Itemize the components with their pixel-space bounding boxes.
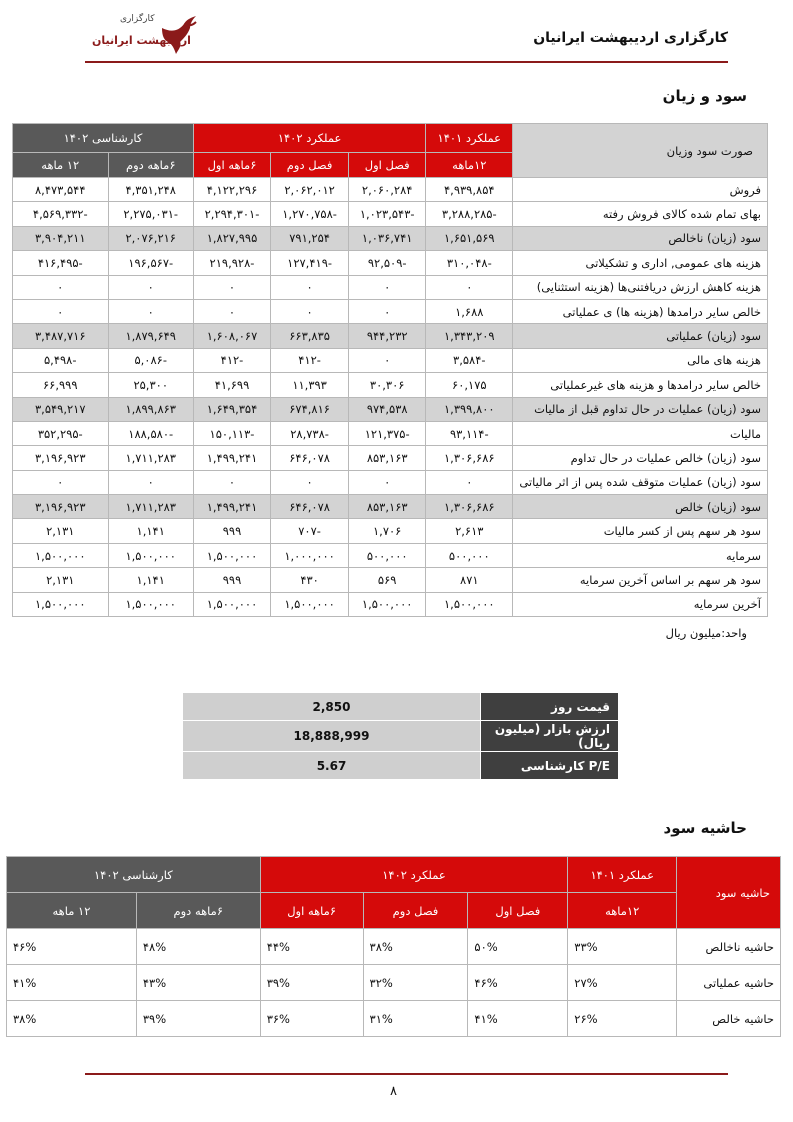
unit-note: واحد:میلیون ریال xyxy=(665,626,747,640)
row-label: بهای تمام شده کالای فروش رفته xyxy=(513,202,768,226)
footer-divider xyxy=(85,1073,728,1075)
table-cell: ۸۵۳,۱۶۳ xyxy=(349,495,426,519)
row-label: سود (زیان) عملیات متوقف شده پس از اثر مالیاتی xyxy=(513,470,768,494)
pl-col-header: ۶ماهه دوم xyxy=(108,153,193,178)
row-label: خالص سایر درامدها (هزینه ها) ی عملیاتی xyxy=(513,299,768,323)
table-cell: -۲۸,۷۳۸ xyxy=(271,421,349,445)
table-cell: ۴۶% xyxy=(468,965,568,1001)
row-label: هزینه کاهش ارزش دریافتنی‌ها (هزینه استثنایی) xyxy=(513,275,768,299)
table-cell: ۵۰۰,۰۰۰ xyxy=(426,543,513,567)
margin-col-header: ۶ماهه اول xyxy=(260,893,363,929)
table-cell: ۴,۱۲۲,۲۹۶ xyxy=(193,178,270,202)
table-cell: ۱,۶۵۱,۵۶۹ xyxy=(426,226,513,250)
table-cell: ۰ xyxy=(108,299,193,323)
table-cell: ۱,۵۰۰,۰۰۰ xyxy=(108,543,193,567)
table-cell: ۰ xyxy=(426,275,513,299)
table-cell: ۹۷۴,۵۳۸ xyxy=(349,397,426,421)
table-cell: -۳,۲۸۸,۲۸۵ xyxy=(426,202,513,226)
row-label: سود هر سهم بر اساس آخرین سرمایه xyxy=(513,568,768,592)
table-cell: ۹۴۴,۲۳۲ xyxy=(349,324,426,348)
header-divider xyxy=(85,61,728,63)
table-cell: ۱,۰۳۶,۷۴۱ xyxy=(349,226,426,250)
table-cell: ۱,۵۰۰,۰۰۰ xyxy=(193,592,270,616)
table-cell: ۶۶۳,۸۳۵ xyxy=(271,324,349,348)
table-cell: ۱,۶۸۸ xyxy=(426,299,513,323)
market-table xyxy=(182,692,619,780)
table-cell: ۱۱,۳۹۳ xyxy=(271,373,349,397)
table-cell: ۴,۹۳۹,۸۵۴ xyxy=(426,178,513,202)
row-label: سود (زیان) عملیاتی xyxy=(513,324,768,348)
margin-col-header: ۱۲ ماهه xyxy=(7,893,137,929)
table-cell: ۷۹۱,۲۵۴ xyxy=(271,226,349,250)
table-cell: ۱,۵۰۰,۰۰۰ xyxy=(13,543,109,567)
row-label: حاشیه خالص xyxy=(677,1001,781,1037)
table-cell: ۲,۰۷۶,۲۱۶ xyxy=(108,226,193,250)
table-cell: ۳۸% xyxy=(363,929,468,965)
row-label: سود هر سهم پس از کسر مالیات xyxy=(513,519,768,543)
table-row xyxy=(13,202,768,226)
table-cell: ۱,۳۴۳,۲۰۹ xyxy=(426,324,513,348)
table-cell: ۰ xyxy=(13,275,109,299)
table-cell: ۲۵,۳۰۰ xyxy=(108,373,193,397)
margin-col-header: ۱۲ماهه xyxy=(568,893,677,929)
pl-table xyxy=(12,123,768,617)
table-cell: -۲,۲۹۴,۳۰۱ xyxy=(193,202,270,226)
price-label: قیمت روز xyxy=(481,693,619,721)
table-cell: ۱,۵۰۰,۰۰۰ xyxy=(13,592,109,616)
table-row xyxy=(13,348,768,372)
row-label: سود (زیان) خالص xyxy=(513,495,768,519)
table-row xyxy=(13,543,768,567)
logo-main-text: اردیبهشت ایرانیان xyxy=(92,34,191,47)
logo-small-text: کارگزاری xyxy=(120,14,155,24)
table-cell: ۱,۱۴۱ xyxy=(108,568,193,592)
table-cell: ۸۵۳,۱۶۳ xyxy=(349,446,426,470)
table-cell: ۰ xyxy=(13,470,109,494)
pe-label: P/E کارشناسی xyxy=(481,752,619,780)
table-row xyxy=(13,495,768,519)
table-cell: ۳۹% xyxy=(136,1001,260,1037)
table-cell: -۳,۵۸۴ xyxy=(426,348,513,372)
table-cell: ۳,۱۹۶,۹۲۳ xyxy=(13,495,109,519)
table-row xyxy=(13,226,768,250)
row-label: هزینه های عمومی, اداری و تشکیلاتی xyxy=(513,251,768,275)
table-cell: ۰ xyxy=(349,299,426,323)
table-cell: -۱۲۷,۴۱۹ xyxy=(271,251,349,275)
pe-value: 5.67 xyxy=(183,752,481,780)
pl-corner-header: صورت سود وزیان xyxy=(513,124,768,178)
table-cell: ۱,۷۱۱,۲۸۳ xyxy=(108,446,193,470)
table-row xyxy=(13,178,768,202)
row-label: سود (زیان) ناخالص xyxy=(513,226,768,250)
table-cell: ۳۱% xyxy=(363,1001,468,1037)
table-cell: ۶۴۶,۰۷۸ xyxy=(271,495,349,519)
table-cell: ۱,۷۰۶ xyxy=(349,519,426,543)
table-cell: ۸۷۱ xyxy=(426,568,513,592)
margin-section-title: حاشیه سود xyxy=(663,819,747,837)
table-cell: -۷۰۷ xyxy=(271,519,349,543)
pl-group-1402: عملکرد ۱۴۰۲ xyxy=(193,124,425,153)
table-cell: ۴۴% xyxy=(260,929,363,965)
table-cell: ۳,۵۴۹,۲۱۷ xyxy=(13,397,109,421)
table-row xyxy=(13,324,768,348)
table-cell: ۳۳% xyxy=(568,929,677,965)
table-cell: ۰ xyxy=(349,470,426,494)
table-cell: ۳,۹۰۴,۲۱۱ xyxy=(13,226,109,250)
table-cell: -۳۵۲,۲۹۵ xyxy=(13,421,109,445)
table-cell: ۳۸% xyxy=(7,1001,137,1037)
table-cell: ۱,۶۴۹,۳۵۴ xyxy=(193,397,270,421)
page-number: ۸ xyxy=(390,1084,397,1099)
table-cell: -۹۳,۱۱۴ xyxy=(426,421,513,445)
table-cell: ۱,۳۰۶,۶۸۶ xyxy=(426,495,513,519)
table-cell: ۱,۵۰۰,۰۰۰ xyxy=(426,592,513,616)
table-cell: ۲,۶۱۳ xyxy=(426,519,513,543)
table-cell: ۰ xyxy=(271,470,349,494)
table-cell: ۵۰۰,۰۰۰ xyxy=(349,543,426,567)
table-cell: ۰ xyxy=(108,275,193,299)
table-row xyxy=(13,275,768,299)
table-cell: ۰ xyxy=(349,275,426,299)
table-cell: ۱,۵۰۰,۰۰۰ xyxy=(193,543,270,567)
table-row xyxy=(13,299,768,323)
pl-col-header: ۱۲ماهه xyxy=(426,153,513,178)
table-cell: ۳۹% xyxy=(260,965,363,1001)
table-cell: ۱,۴۹۹,۲۴۱ xyxy=(193,446,270,470)
table-row xyxy=(13,592,768,616)
table-cell: ۱,۶۰۸,۰۶۷ xyxy=(193,324,270,348)
table-cell: -۵,۰۸۶ xyxy=(108,348,193,372)
table-cell: ۱,۵۰۰,۰۰۰ xyxy=(108,592,193,616)
table-cell: -۱,۰۲۳,۵۴۳ xyxy=(349,202,426,226)
table-cell: ۰ xyxy=(426,470,513,494)
pl-col-header: فصل دوم xyxy=(271,153,349,178)
margin-table xyxy=(6,856,781,1037)
table-cell: ۴,۳۵۱,۲۴۸ xyxy=(108,178,193,202)
table-cell: ۲۷% xyxy=(568,965,677,1001)
margin-corner-header: حاشیه سود xyxy=(677,857,781,929)
price-value: 2,850 xyxy=(183,693,481,721)
table-cell: ۱,۵۰۰,۰۰۰ xyxy=(271,592,349,616)
table-cell: ۶۴۶,۰۷۸ xyxy=(271,446,349,470)
margin-col-header: ۶ماهه دوم xyxy=(136,893,260,929)
table-cell: ۱,۳۹۹,۸۰۰ xyxy=(426,397,513,421)
table-cell: ۰ xyxy=(193,470,270,494)
table-row xyxy=(13,519,768,543)
row-label: حاشیه عملیاتی xyxy=(677,965,781,1001)
table-cell: ۳,۴۸۷,۷۱۶ xyxy=(13,324,109,348)
table-row xyxy=(13,446,768,470)
margin-group-1401: عملکرد ۱۴۰۱ xyxy=(568,857,677,893)
table-cell: ۰ xyxy=(13,299,109,323)
table-cell: ۲,۰۶۲,۰۱۲ xyxy=(271,178,349,202)
table-cell: ۶۰,۱۷۵ xyxy=(426,373,513,397)
table-cell: ۴۱% xyxy=(468,1001,568,1037)
table-cell: ۸,۴۷۳,۵۴۴ xyxy=(13,178,109,202)
table-cell: ۱,۱۴۱ xyxy=(108,519,193,543)
table-cell: ۴۱% xyxy=(7,965,137,1001)
table-row xyxy=(13,251,768,275)
table-row xyxy=(13,470,768,494)
table-cell: ۰ xyxy=(193,275,270,299)
table-cell: -۴۱۲ xyxy=(193,348,270,372)
pl-col-header: ۶ماهه اول xyxy=(193,153,270,178)
table-row xyxy=(7,1001,781,1037)
pl-col-header: ۱۲ ماهه xyxy=(13,153,109,178)
row-label: هزینه های مالی xyxy=(513,348,768,372)
row-label: سود (زیان) عملیات در حال تداوم قبل از مالیات xyxy=(513,397,768,421)
table-cell: ۹۹۹ xyxy=(193,519,270,543)
table-row xyxy=(13,397,768,421)
table-cell: ۵۶۹ xyxy=(349,568,426,592)
margin-group-exp1402: کارشناسی ۱۴۰۲ xyxy=(7,857,261,893)
table-cell: ۱,۸۲۷,۹۹۵ xyxy=(193,226,270,250)
table-cell: ۲۶% xyxy=(568,1001,677,1037)
table-row xyxy=(13,568,768,592)
table-cell: ۰ xyxy=(271,299,349,323)
table-cell: ۵۰% xyxy=(468,929,568,965)
table-cell: ۳,۱۹۶,۹۲۳ xyxy=(13,446,109,470)
table-cell: ۰ xyxy=(349,348,426,372)
table-cell: ۶۷۴,۸۱۶ xyxy=(271,397,349,421)
table-cell: ۰ xyxy=(108,470,193,494)
table-cell: -۱,۲۷۰,۷۵۸ xyxy=(271,202,349,226)
row-label: سود (زیان) خالص عملیات در حال تداوم xyxy=(513,446,768,470)
table-row xyxy=(7,929,781,965)
table-cell: ۳۲% xyxy=(363,965,468,1001)
table-cell: ۱,۸۹۹,۸۶۳ xyxy=(108,397,193,421)
table-cell: ۲,۱۳۱ xyxy=(13,519,109,543)
row-label: مالیات xyxy=(513,421,768,445)
table-cell: ۳۰,۳۰۶ xyxy=(349,373,426,397)
table-cell: ۲,۱۳۱ xyxy=(13,568,109,592)
row-label: آخرین سرمایه xyxy=(513,592,768,616)
margin-col-header: فصل اول xyxy=(468,893,568,929)
table-row xyxy=(7,965,781,1001)
table-cell: ۰ xyxy=(193,299,270,323)
market-cap-label: ارزش بازار (میلیون ریال) xyxy=(481,721,619,752)
row-label: خالص سایر درامدها و هزینه های غیرعملیاتی xyxy=(513,373,768,397)
table-cell: ۱,۳۰۶,۶۸۶ xyxy=(426,446,513,470)
table-cell: -۴۱۲ xyxy=(271,348,349,372)
table-cell: -۱۸۸,۵۸۰ xyxy=(108,421,193,445)
table-cell: -۱۵۰,۱۱۳ xyxy=(193,421,270,445)
table-cell: ۴۶% xyxy=(7,929,137,965)
pl-section-title: سود و زیان xyxy=(662,87,747,105)
table-cell: ۰ xyxy=(271,275,349,299)
table-cell: ۴۸% xyxy=(136,929,260,965)
table-cell: -۳۱۰,۰۴۸ xyxy=(426,251,513,275)
table-cell: ۴۳۰ xyxy=(271,568,349,592)
company-name: کارگزاری اردیبهشت ایرانیان xyxy=(533,30,728,46)
table-cell: ۴۱,۶۹۹ xyxy=(193,373,270,397)
table-cell: ۱,۵۰۰,۰۰۰ xyxy=(349,592,426,616)
table-cell: -۵,۴۹۸ xyxy=(13,348,109,372)
margin-group-1402: عملکرد ۱۴۰۲ xyxy=(260,857,568,893)
table-cell: -۲,۲۷۵,۰۳۱ xyxy=(108,202,193,226)
table-cell: ۱,۷۱۱,۲۸۳ xyxy=(108,495,193,519)
table-cell: ۲,۰۶۰,۲۸۴ xyxy=(349,178,426,202)
row-label: حاشیه ناخالص xyxy=(677,929,781,965)
table-cell: ۶۶,۹۹۹ xyxy=(13,373,109,397)
pl-group-1401: عملکرد ۱۴۰۱ xyxy=(426,124,513,153)
table-cell: -۴,۵۶۹,۳۳۲ xyxy=(13,202,109,226)
table-cell: ۹۹۹ xyxy=(193,568,270,592)
table-cell: -۴۱۶,۴۹۵ xyxy=(13,251,109,275)
table-cell: ۱,۴۹۹,۲۴۱ xyxy=(193,495,270,519)
table-cell: ۴۳% xyxy=(136,965,260,1001)
table-cell: ۱,۸۷۹,۶۴۹ xyxy=(108,324,193,348)
table-cell: ۱,۰۰۰,۰۰۰ xyxy=(271,543,349,567)
table-cell: -۲۱۹,۹۲۸ xyxy=(193,251,270,275)
table-cell: ۳۶% xyxy=(260,1001,363,1037)
margin-col-header: فصل دوم xyxy=(363,893,468,929)
market-cap-value: 18,888,999 xyxy=(183,721,481,752)
pl-col-header: فصل اول xyxy=(349,153,426,178)
pl-group-exp1402: کارشناسی ۱۴۰۲ xyxy=(13,124,194,153)
table-cell: -۱۹۶,۵۶۷ xyxy=(108,251,193,275)
table-cell: -۱۲۱,۳۷۵ xyxy=(349,421,426,445)
row-label: سرمایه xyxy=(513,543,768,567)
table-row xyxy=(13,373,768,397)
table-cell: -۹۲,۵۰۹ xyxy=(349,251,426,275)
row-label: فروش xyxy=(513,178,768,202)
table-row xyxy=(13,421,768,445)
